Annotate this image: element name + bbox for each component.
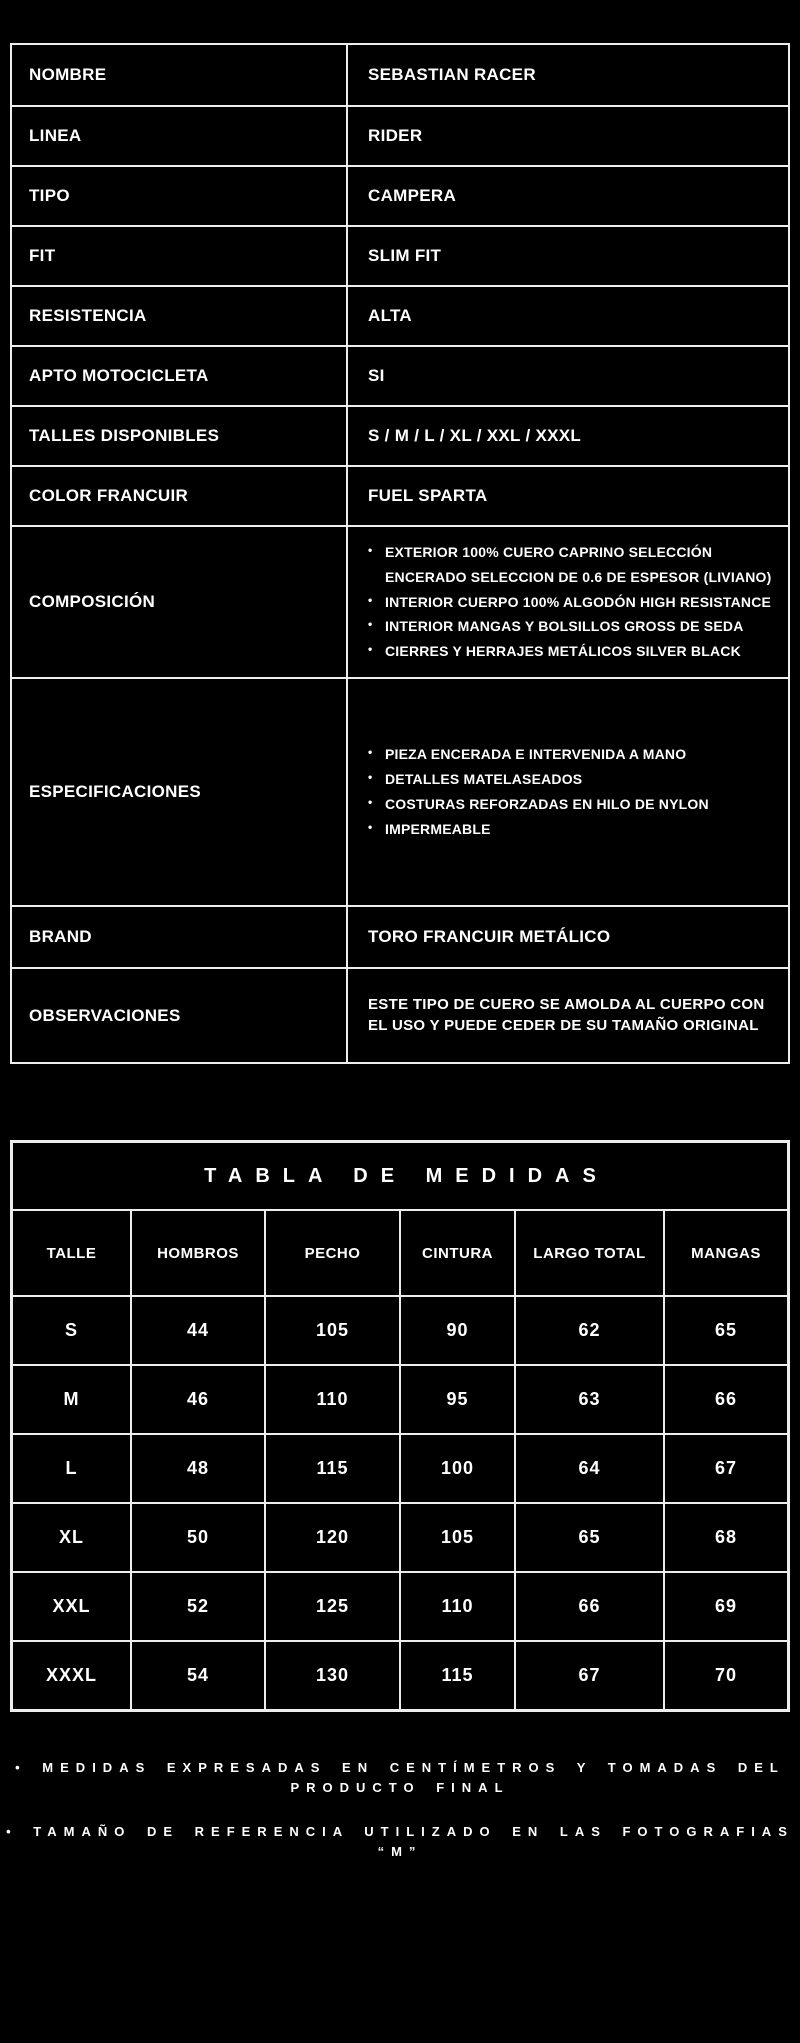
spec-value-nombre: SEBASTIAN RACER [368,65,536,84]
size-row-s [13,1295,787,1364]
note-line: • MEDIDAS EXPRESADAS EN CENTÍMETROS Y TOMADAS DEL [15,1760,785,1775]
spec-label-linea: LINEA [12,107,348,165]
size-cell: 54 [132,1642,266,1709]
size-cell: 67 [516,1642,665,1709]
composicion-bullet: • EXTERIOR 100% CUERO CAPRINO SELECCIÓN ENCERADO SELECCION DE 0.6 DE ESPESOR (LIVIANO) [368,540,774,590]
especificaciones-bullet: • PIEZA ENCERADA E INTERVENIDA A MANO [368,742,709,767]
size-cell: 69 [714,1596,738,1616]
size-cell: 110 [266,1366,401,1433]
spec-label-observaciones: OBSERVACIONES [12,969,348,1062]
size-cell: XL [13,1504,132,1571]
especificaciones-bullet: • COSTURAS REFORZADAS EN HILO DE NYLON [368,792,709,817]
spec-row-brand [12,905,788,967]
spec-row-observaciones [12,967,788,1062]
column-header-hombros: HOMBROS [132,1211,266,1295]
especificaciones-bullet: • DETALLES MATELASEADOS [368,767,709,792]
size-cell: 48 [132,1435,266,1502]
spec-row-apto-motocicleta [12,345,788,405]
spec-row-color-francuir [12,465,788,525]
spec-row-nombre [12,45,788,105]
spec-value-apto-motocicleta: SI [368,366,385,385]
spec-value-observaciones: ESTE TIPO DE CUERO SE AMOLDA AL CUERPO CON EL USO Y PUEDE CEDER DE SU TAMAÑO ORIGINAL [368,996,765,1034]
size-row-m [13,1364,787,1433]
spec-value-fit: SLIM FIT [368,246,442,265]
spec-row-talles-disponibles [12,405,788,465]
spec-label-talles-disponibles: TALLES DISPONIBLES [12,407,348,465]
size-cell: 105 [401,1504,516,1571]
spec-label-especificaciones: ESPECIFICACIONES [12,679,348,905]
size-cell: S [13,1297,132,1364]
spec-label-nombre: NOMBRE [12,45,348,105]
size-cell: 44 [132,1297,266,1364]
size-row-xxl [13,1571,787,1640]
spec-label-color-francuir: COLOR FRANCUIR [12,467,348,525]
size-row-xxxl [13,1640,787,1709]
size-cell: 105 [266,1297,401,1364]
composicion-bullet-list [368,540,774,665]
size-cell: 64 [516,1435,665,1502]
spec-value-talles-disponibles: S / M / L / XL / XXL / XXXL [368,426,582,445]
note-line: PRODUCTO FINAL [290,1780,510,1796]
spec-value-color-francuir: FUEL SPARTA [368,486,488,505]
size-cell: 68 [714,1527,738,1547]
spec-row-resistencia [12,285,788,345]
composicion-bullet: • INTERIOR MANGAS Y BOLSILLOS GROSS DE SEDA [368,614,774,639]
spec-value-resistencia: ALTA [368,306,412,325]
size-chart-header-row [13,1211,787,1295]
spec-value-especificaciones [348,679,788,905]
size-cell: 130 [266,1642,401,1709]
size-cell: 67 [714,1458,738,1478]
size-cell: 63 [516,1366,665,1433]
spec-row-tipo [12,165,788,225]
spec-label-tipo: TIPO [12,167,348,225]
note-measurements [4,1758,796,1798]
size-cell: XXL [13,1573,132,1640]
column-header-largo-total: LARGO TOTAL [516,1211,665,1295]
size-cell: 90 [401,1297,516,1364]
size-cell: 66 [516,1573,665,1640]
size-cell: 100 [401,1435,516,1502]
spec-value-linea: RIDER [368,126,423,145]
note-line: • TAMAÑO DE REFERENCIA UTILIZADO EN LAS FOTOGRAFIAS “M” [6,1824,794,1860]
spec-row-especificaciones [12,677,788,905]
size-cell: XXXL [13,1642,132,1709]
footer-notes [4,1758,796,1863]
column-header-cintura: CINTURA [401,1211,516,1295]
size-cell: 120 [266,1504,401,1571]
column-header-mangas: MANGAS [691,1244,761,1262]
size-cell: 65 [516,1504,665,1571]
size-cell: 62 [516,1297,665,1364]
size-chart-title: TABLA DE MEDIDAS [13,1143,787,1211]
spec-value-brand: TORO FRANCUIR METÁLICO [368,927,611,946]
size-cell: M [13,1366,132,1433]
product-spec-table [10,43,790,1064]
spec-label-fit: FIT [12,227,348,285]
size-cell: 70 [714,1665,738,1685]
size-chart-table [10,1140,790,1712]
composicion-bullet: • INTERIOR CUERPO 100% ALGODÓN HIGH RESISTANCE [368,590,774,615]
especificaciones-bullet-list [368,742,709,842]
spec-row-fit [12,225,788,285]
size-cell: 66 [714,1389,738,1409]
size-cell: 115 [266,1435,401,1502]
size-cell: 95 [401,1366,516,1433]
size-cell: 46 [132,1366,266,1433]
size-row-xl [13,1502,787,1571]
spec-value-composicion [348,527,788,677]
note-reference-size [4,1822,796,1862]
size-cell: L [13,1435,132,1502]
spec-label-composicion: COMPOSICIÓN [12,527,348,677]
size-cell: 115 [401,1642,516,1709]
size-cell: 52 [132,1573,266,1640]
spec-label-resistencia: RESISTENCIA [12,287,348,345]
size-row-l [13,1433,787,1502]
spec-row-linea [12,105,788,165]
composicion-bullet: • CIERRES Y HERRAJES METÁLICOS SILVER BLACK [368,639,774,664]
size-cell: 65 [714,1320,738,1340]
spec-label-apto-motocicleta: APTO MOTOCICLETA [12,347,348,405]
size-cell: 125 [266,1573,401,1640]
column-header-talle: TALLE [13,1211,132,1295]
spec-label-brand: BRAND [12,907,348,967]
size-cell: 50 [132,1504,266,1571]
spec-row-composicion [12,525,788,677]
spec-value-tipo: CAMPERA [368,186,457,205]
especificaciones-bullet: • IMPERMEABLE [368,817,709,842]
size-cell: 110 [401,1573,516,1640]
column-header-pecho: PECHO [266,1211,401,1295]
